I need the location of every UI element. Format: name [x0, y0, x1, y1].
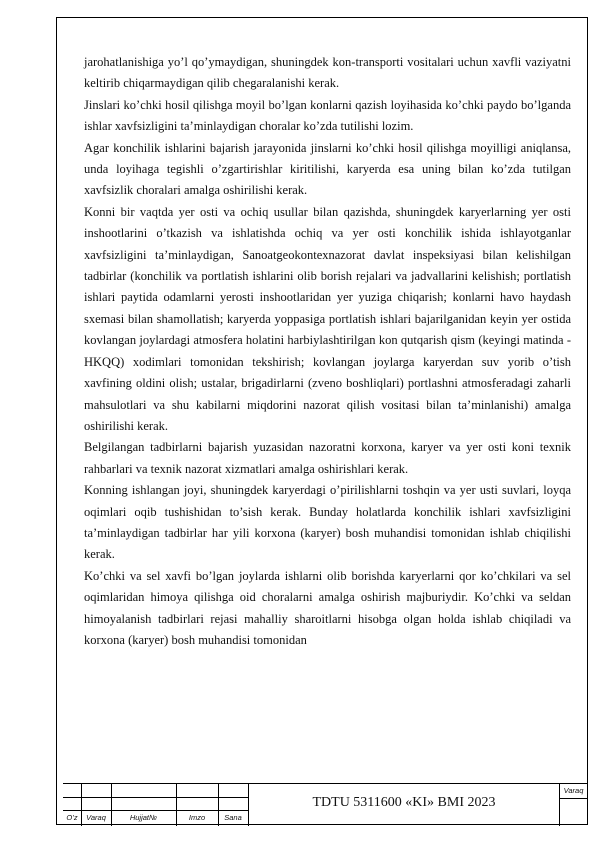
title-block-row-line: [559, 798, 588, 799]
paragraph: Konning ishlangan joyi, shuningdek karyerdagi o’pirilishlarni toshqin va yer usti suvlari, loyqa oqimlari oqib tushishidan to’sish kerak. Bunday holatlarda konchilik ishlari xavfsizligini ta’minlaydigan tadbirlar har yili korxona (karyer) bosh muhandisi tomonidan ishlab chiqilishi kerak.: [84, 483, 571, 562]
document-body: [84, 52, 571, 651]
title-block: [63, 783, 588, 825]
column-label-signature: Imzo: [188, 813, 206, 822]
column-label-sheet: Varaq: [86, 813, 106, 822]
paragraph: Konni bir vaqtda yer osti va ochiq usullar bilan qazishda, shuningdek karyerlarning yer osti inshootlarini o’tkazish va ishlatishda ochiq va yer osti konchilik ishida ishlayotganlar xavfsizligini ta’minlaydigan, Sanoatgeokontexnazorat davlat inspeksiyasi bilan kelishilgan tadbirlar (konchilik va portlatish ishlarini olib borish rejalari va jadvallarini kelishish; portlatish ishlari paytida odamlarni yerosti inshootlaridan yer yuziga chiqarish; konlarni havo haydash sxemasi bilan shamollatish; karyerda yoppasiga portlatish ishlari bajarilganidan keyin yer ostida kovlangan joylardagi atmosfera holatini harbiylashtirilgan kon qutqarish qism (keyingi matinda - HKQQ) xodimlari tomonidan tekshirish; kovlangan joylarga karyerdan suv yorib o’tish xavfining oldini olish; ustalar, brigadirlarni (zveno boshliqlari) portlashni atmosferadagi zaharli mahsulotlari va shu kabilarni miqdorini nazorat qilish vositasi bilan ta’minlanishi) amalga oshirilishi kerak.: [84, 204, 571, 433]
column-label-date: Sana: [224, 813, 242, 822]
title-block-title: TDTU 5311600 «KI» BMI 2023: [312, 795, 496, 810]
title-block-row-line: [63, 810, 248, 811]
paragraph: Belgilangan tadbirlarni bajarish yuzasidan nazoratni korxona, karyer va yer osti koni texnik rahbarlari va texnik nazorat xizmatlari amalga oshirishlari kerak.: [84, 440, 571, 476]
title-block-row-line: [63, 797, 248, 798]
paragraph: Agar konchilik ishlarini bajarish jarayonida jinslarni ko’chki hosil qilishga moyilligi aniqlansa, unda loyihaga tegishli o’zgartirishlar kiritilishi, karyerda esa uning bilan ko’zda tutilgan xavfsizlik choralari amalga oshirilishi kerak.: [84, 140, 571, 198]
column-label-document: Hujjat№: [129, 813, 158, 822]
column-label-change: O’z: [66, 813, 78, 822]
paragraph: Ko’chki va sel xavfi bo’lgan joylarda ishlarni olib borishda karyerlarni qor ko’chkilari va sel oqimlaridan himoya qilishga oid choralarni amalga oshirish majburiydir. Ko’chki va seldan himoyalanish tadbirlari rejasi mahalliy sharoitlarni hisobga olgan holda ishlab chiqiladi va korxona (karyer) bosh muhandisi tomonidan: [84, 568, 571, 647]
sheet-label: Varaq: [563, 786, 584, 795]
paragraph: jarohatlanishiga yo’l qo’ymaydigan, shuningdek kon-transporti vositalari uchun xavfli vaziyatni keltirib chiqarmaydigan qilib chegaralanishi kerak.: [84, 55, 571, 91]
paragraph: Jinslari ko’chki hosil qilishga moyil bo’lgan konlarni qazish loyihasida ko’chki paydo bo’lganda ishlar xavfsizligini ta’minlaydigan choralar ko’zda tutilishi lozim.: [84, 97, 571, 134]
